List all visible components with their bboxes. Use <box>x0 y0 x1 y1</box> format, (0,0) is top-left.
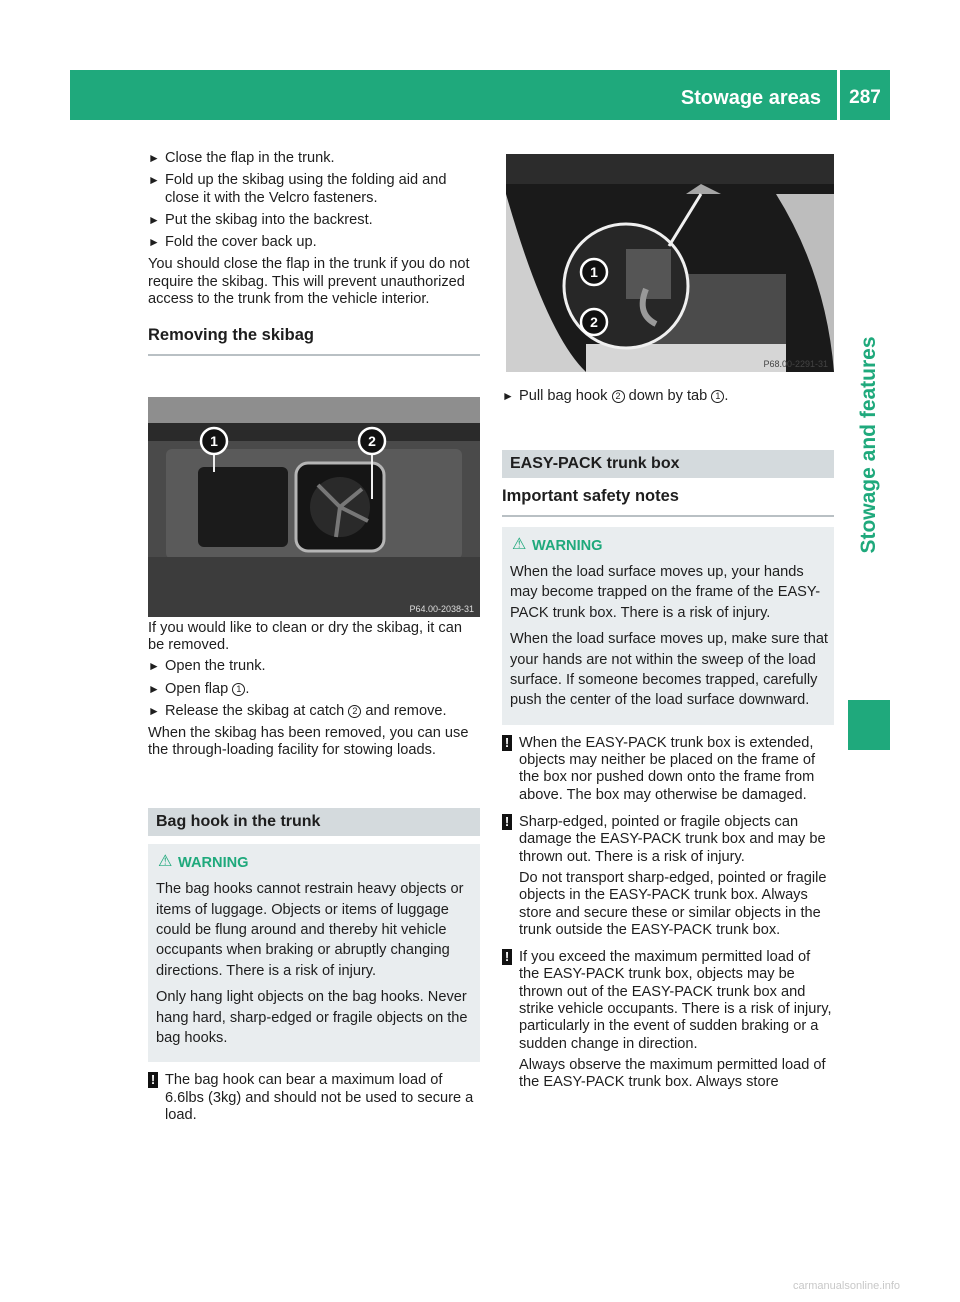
warning-box <box>148 844 480 1063</box>
paragraph: When the skibag has been removed, you can use the through-loading facility for stowing loads. <box>148 725 469 759</box>
section-heading: EASY-PACK trunk box <box>502 450 834 478</box>
arrow-right-icon: ► <box>502 389 514 403</box>
svg-text:1: 1 <box>590 264 598 280</box>
svg-text:2: 2 <box>590 314 598 330</box>
step-item: ► Close the flap in the trunk. <box>148 150 335 166</box>
section-heading: Removing the skibag <box>148 312 480 355</box>
step-item: ► Open flap 1 . <box>148 680 250 697</box>
chapter-label: Stowage and features <box>857 336 880 554</box>
warning-box <box>502 527 834 725</box>
step-item: ► Release the skibag at catch 2 and remove. <box>148 702 447 719</box>
arrow-right-icon: ► <box>148 681 160 696</box>
page-header <box>70 70 890 120</box>
svg-text:1: 1 <box>210 433 218 449</box>
step-item: ► Pull bag hook 2 down by tab 1 . <box>502 388 729 404</box>
warning-text: The bag hooks cannot restrain heavy objects or items of luggage. Objects or items of luggage could be flung around and thereby hit vehicle occupants when braking or abruptly changing directions. There is a risk of injury. <box>156 881 464 979</box>
exclamation-icon: ! <box>502 949 512 965</box>
marker-2: 2 <box>348 705 361 718</box>
arrow-right-icon: ► <box>148 235 160 250</box>
section-heading: Bag hook in the trunk <box>148 808 480 836</box>
step-item: ► Open the trunk. <box>148 658 266 675</box>
left-column <box>148 150 480 1124</box>
warning-triangle-icon: ⚠ <box>158 852 173 870</box>
chapter-tab <box>848 120 890 680</box>
marker-2: 2 <box>612 390 625 403</box>
step-item: ► Fold up the skibag using the folding aid and close it with the Velcro fasteners. <box>148 172 447 206</box>
arrow-right-icon: ► <box>148 703 160 718</box>
notice: ! When the EASY-PACK trunk box is extended, objects may neither be placed on the frame of the box nor pushed down onto the frame from above. The box may otherwise be damaged. <box>502 735 834 804</box>
section-heading: Important safety notes <box>502 478 834 516</box>
step-item: ► Fold the cover back up. <box>148 234 317 251</box>
warning-title: ⚠ WARNING <box>512 535 603 554</box>
figure-reference: P64.00-2038-31 <box>409 604 474 614</box>
exclamation-icon: ! <box>502 814 512 830</box>
watermark: carmanualsonline.info <box>792 1280 900 1292</box>
marker-1: 1 <box>232 683 245 696</box>
bag-hook-photo <box>506 154 834 372</box>
warning-text: When the load surface moves up, your hands may become trapped on the frame of the EASY-PACK trunk box. There is a risk of injury. <box>510 564 821 621</box>
arrow-right-icon: ► <box>148 212 160 227</box>
arrow-right-icon: ► <box>148 659 160 674</box>
notice: ! The bag hook can bear a maximum load of 6.6lbs (3kg) and should not be used to secure a load. <box>148 1072 480 1124</box>
chapter-marker <box>848 700 890 750</box>
notice: ! Sharp-edged, pointed or fragile objects can damage the EASY-PACK trunk box and may be thrown out. There is a risk of injury. Do not transport sharp-edged, pointed or fragile objects in the EASY-PACK trunk box. Always store and secure these or similar objects in the trunk outside the EASY-PACK trunk box. <box>502 814 834 939</box>
warning-text: When the load surface moves up, make sure that your hands are not within the sweep of the load surface. If someone becomes trapped, carefully push the center of the load surface downward. <box>510 631 828 709</box>
exclamation-icon: ! <box>148 1072 158 1088</box>
section-title: Stowage areas <box>680 87 821 109</box>
figure-reference: P68.00-2291-31 <box>763 359 828 369</box>
marker-1: 1 <box>711 390 724 403</box>
right-column <box>502 388 834 1091</box>
warning-triangle-icon: ⚠ <box>512 535 527 553</box>
step-item: ► Put the skibag into the backrest. <box>148 211 373 228</box>
skibag-photo <box>148 397 480 617</box>
warning-title: ⚠ WARNING <box>158 852 249 871</box>
arrow-right-icon: ► <box>148 173 160 188</box>
page-number: 287 <box>849 87 881 108</box>
warning-text: Only hang light objects on the bag hooks. Never hang hard, sharp-edged or fragile objects on the bag hooks. <box>156 989 468 1046</box>
paragraph: If you would like to clean or dry the skibag, it can be removed. <box>148 619 462 653</box>
exclamation-icon: ! <box>502 735 512 751</box>
svg-text:2: 2 <box>368 433 376 449</box>
arrow-right-icon: ► <box>148 151 160 165</box>
notice: ! If you exceed the maximum permitted load of the EASY-PACK trunk box, objects may be thrown out of the EASY-PACK trunk box and strike vehicle occupants. There is a risk of injury, particularly in the event of sudden braking or a sudden change in direction. Always observe the maximum permitted load of the EASY-PACK trunk box. Always store <box>502 949 834 1091</box>
paragraph: You should close the flap in the trunk if you do not require the skibag. This will prevent unauthorized access to the trunk from the vehicle interior. <box>148 256 470 308</box>
